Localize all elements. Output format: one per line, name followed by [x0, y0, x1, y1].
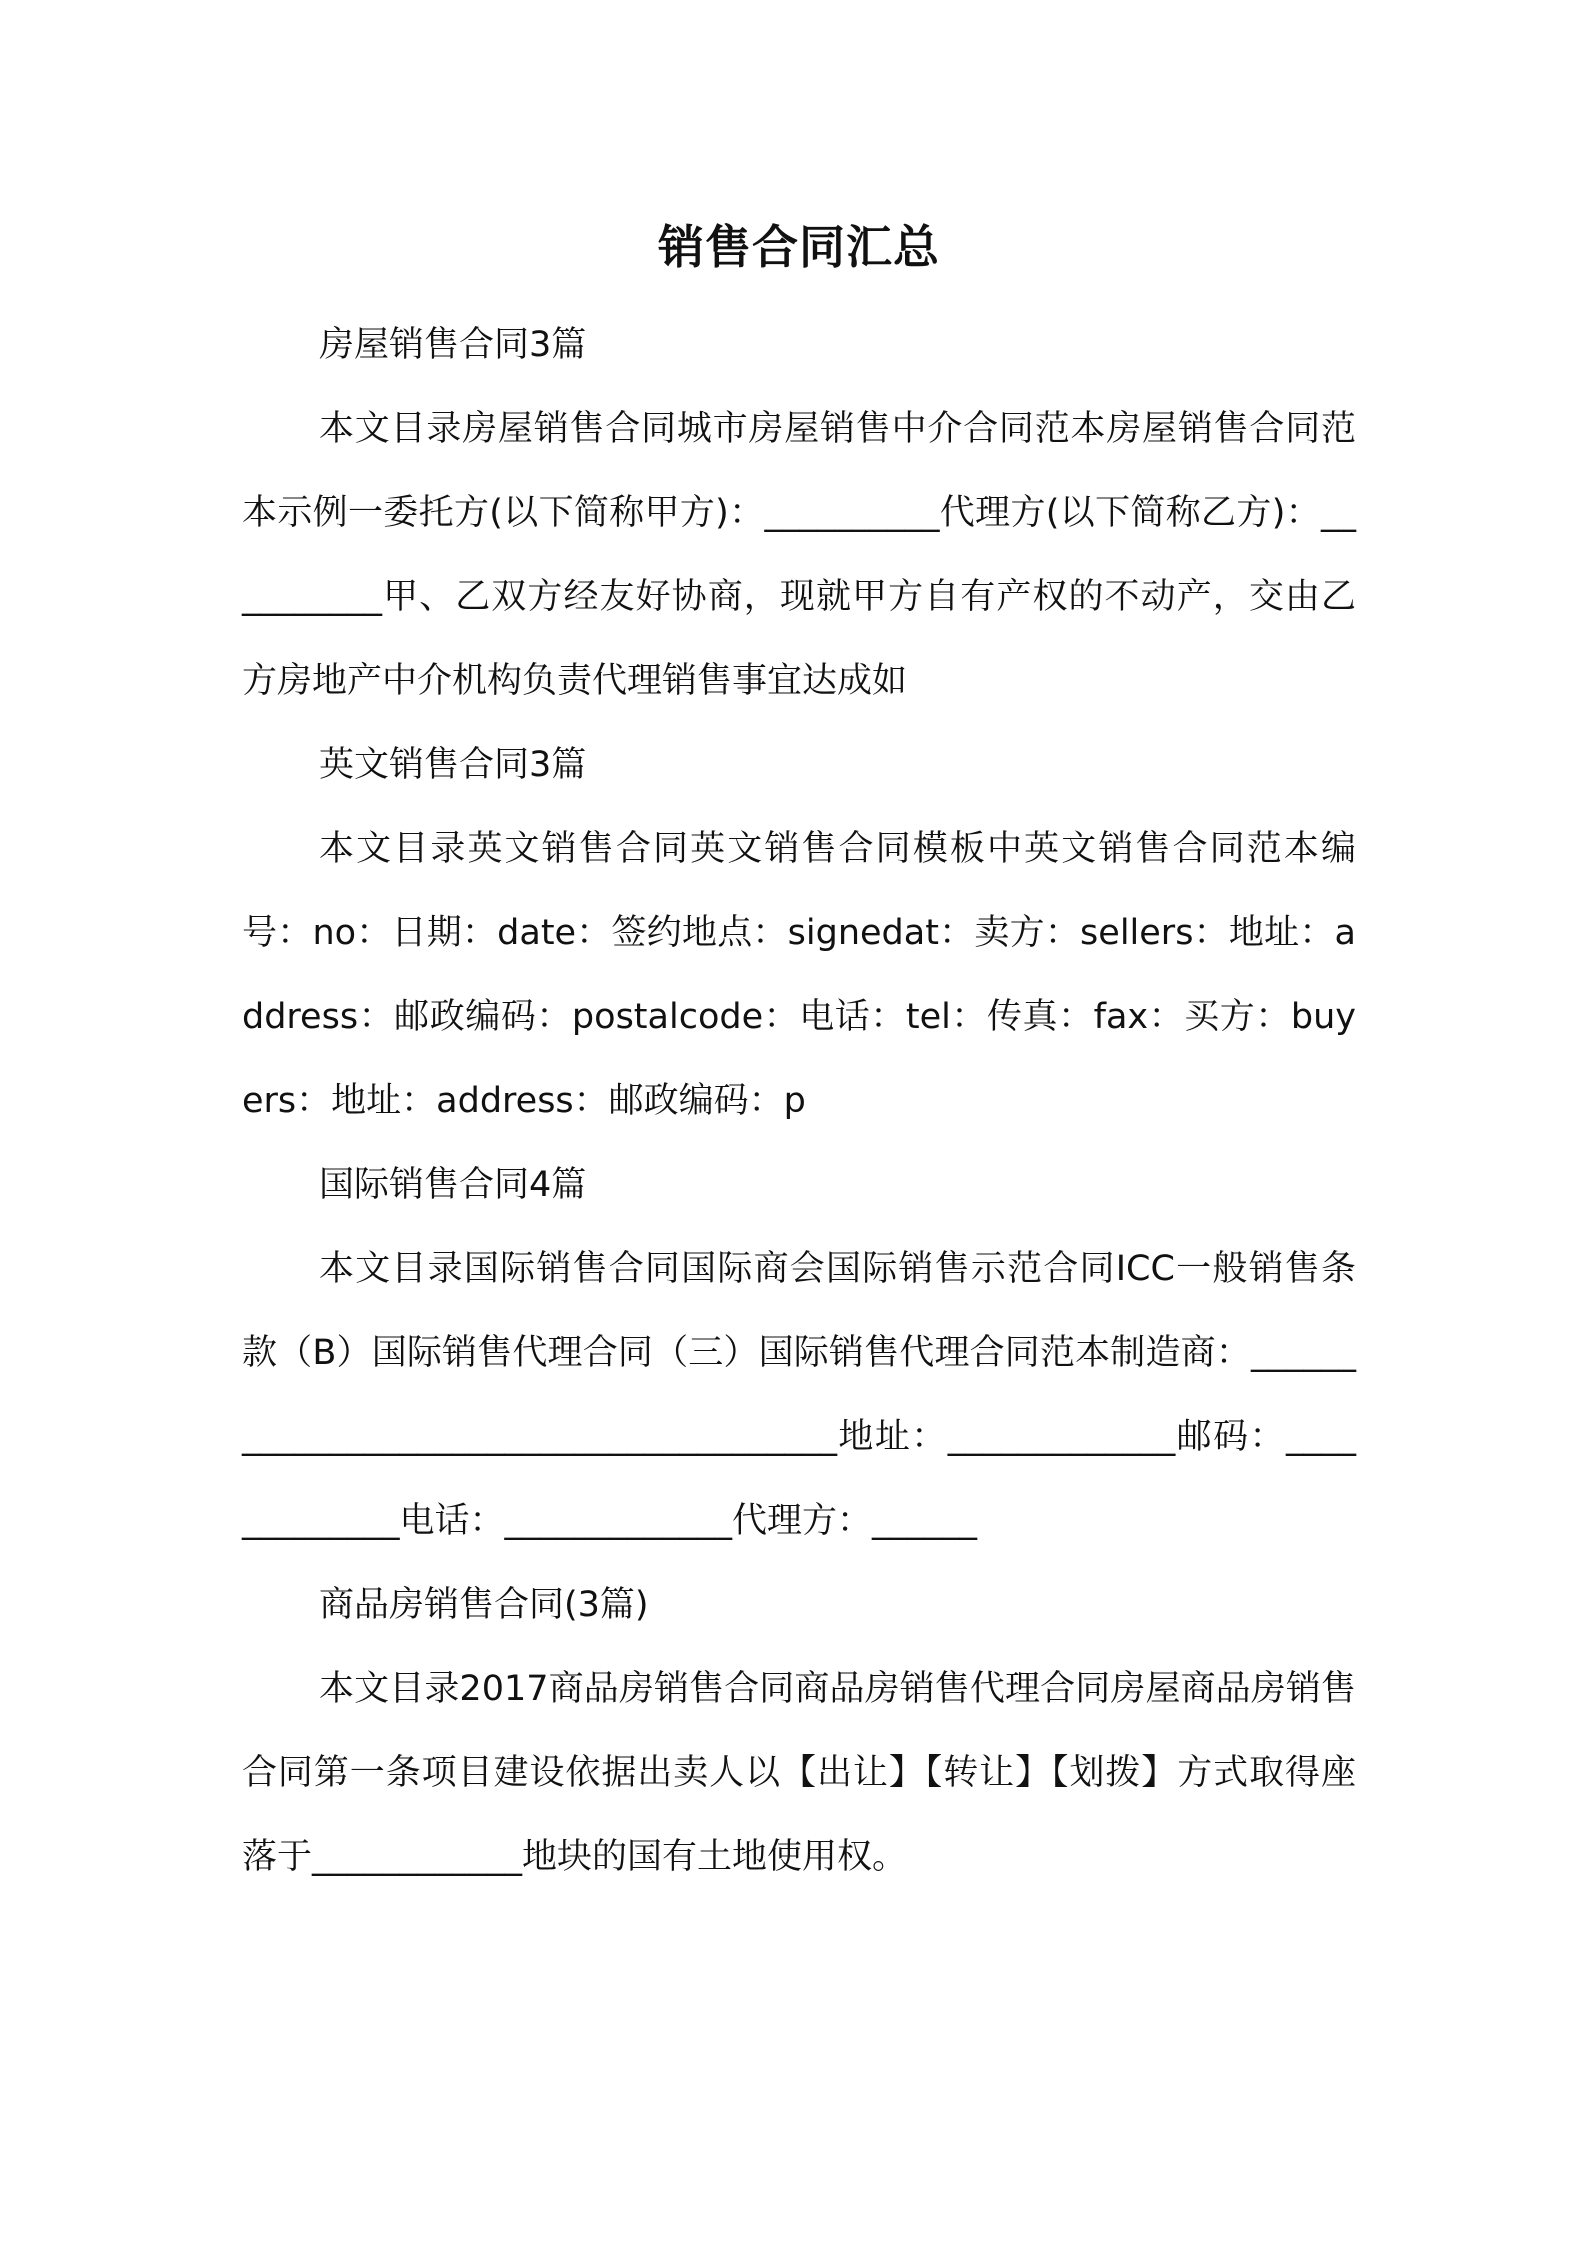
section-housing-sales: [242, 303, 1356, 723]
section-body: 本文目录国际销售合同国际商会国际销售示范合同ICC一般销售条款（B）国际销售代理合同（三）国际销售代理合同范本制造商：________________________________________地址：_____________邮码：_____________电话：_____________代理方：______: [242, 1249, 1356, 1541]
section-heading: 商品房销售合同(3篇): [319, 1585, 649, 1625]
section-commercial-housing-sales: [242, 1563, 1356, 1899]
section-english-sales: [242, 723, 1356, 1143]
section-heading: 房屋销售合同3篇: [319, 325, 587, 365]
section-body: 本文目录房屋销售合同城市房屋销售中介合同范本房屋销售合同范本示例一委托方(以下简称甲方)：__________代理方(以下简称乙方)：__________甲、乙双方经友好协商，现就甲方自有产权的不动产，交由乙方房地产中介机构负责代理销售事宜达成如: [242, 409, 1356, 701]
section-international-sales: [242, 1143, 1356, 1563]
section-heading: 国际销售合同4篇: [319, 1165, 587, 1205]
section-heading: 英文销售合同3篇: [319, 745, 587, 785]
section-body: 本文目录英文销售合同英文销售合同模板中英文销售合同范本编号：no：日期：date：签约地点：signedat：卖方：sellers：地址：address：邮政编码：postalcode：电话：tel：传真：fax：买方：buyers：地址：address：邮政编码：p: [242, 829, 1356, 1121]
section-body: 本文目录2017商品房销售合同商品房销售代理合同房屋商品房销售合同第一条项目建设依据出卖人以【出让】【转让】【划拨】方式取得座落于____________地块的国有土地使用权。: [242, 1669, 1356, 1877]
document-title: 销售合同汇总: [658, 220, 940, 274]
